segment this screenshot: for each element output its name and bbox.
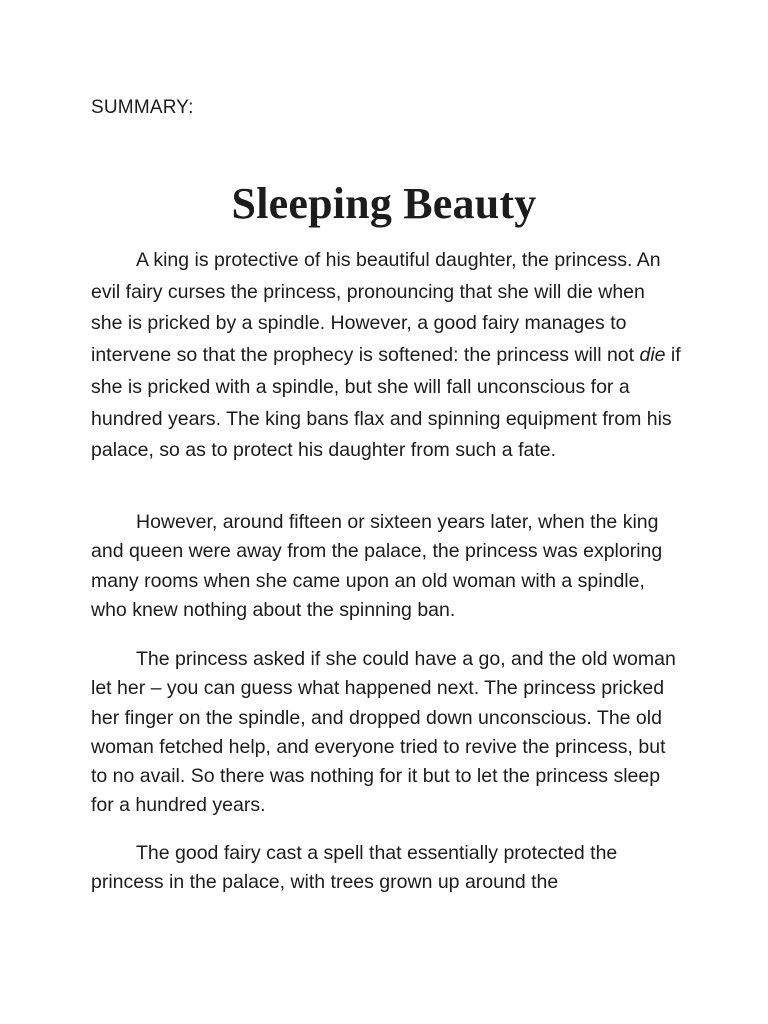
- paragraph-3: The princess asked if she could have a go, and the old woman let her – you can guess what happened next. The princess pricked her finger on the spindle, and dropped down unconscious. The old woman fetched help, and everyone tried to revive the princess, but to no avail. So there was nothing for it but to let the princess sleep for a hundred years.: [91, 648, 676, 817]
- paragraph-1-italic: die: [639, 344, 666, 367]
- paragraph-4: The good fairy cast a spell that essentially protected the princess in the palace, with trees grown up around the: [91, 842, 618, 894]
- document-title: Sleeping Beauty: [231, 179, 537, 228]
- paragraph-1: [91, 245, 681, 467]
- paragraph-1-text-b: if she is pricked with a spindle, but she will fall unconscious for a hundred years. The king bans flax and spinning equipment from his palace, so as to protect his daughter from such a fate.: [91, 344, 681, 462]
- paragraph-1-text-a: A king is protective of his beautiful daughter, the princess. An evil fairy curses the princess, pronouncing that she will die when she is pricked by a spindle. However, a good fairy manages to intervene so that the prophecy is softened: the princess will not: [91, 249, 661, 367]
- summary-label: SUMMARY:: [91, 97, 194, 118]
- paragraph-2: However, around fifteen or sixteen years later, when the king and queen were away from the palace, the princess was exploring many rooms when she came upon an old woman with a spindle, who knew nothing about the spinning ban.: [91, 511, 663, 621]
